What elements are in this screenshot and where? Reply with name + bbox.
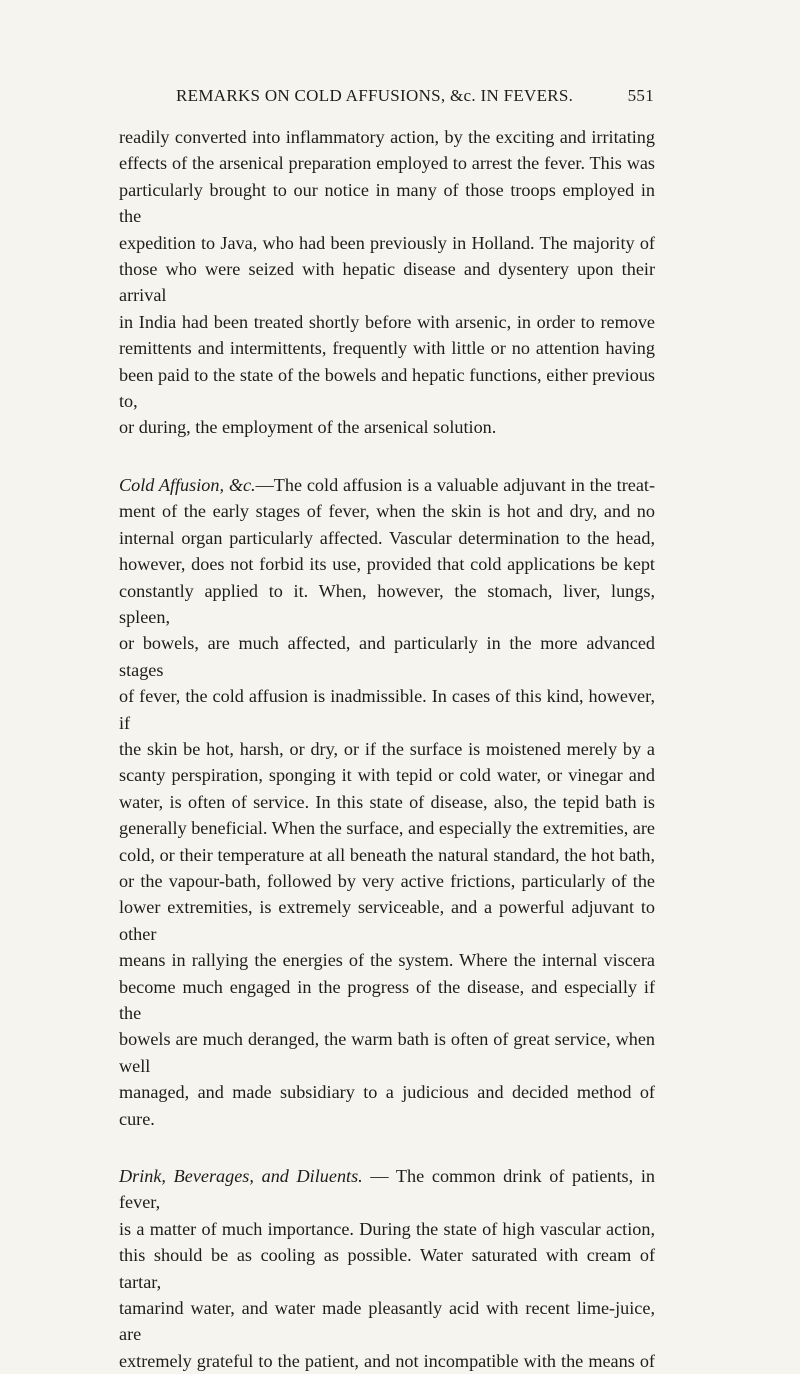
text-line: is a matter of much importance. During the state of high vascular action,: [119, 1218, 655, 1239]
text-line: or the vapour-bath, followed by very active frictions, particularly of the: [119, 870, 655, 891]
paragraph-gap: [119, 1132, 655, 1163]
text-line: particularly brought to our notice in many of those troops employed in the: [119, 179, 655, 227]
text-line: constantly applied to it. When, however, the stomach, liver, lungs, spleen,: [119, 580, 655, 627]
text-line: water, is often of service. In this state of disease, also, the tepid bath is: [119, 791, 655, 812]
text-line: or bowels, are much affected, and particularly in the more advanced stages: [119, 633, 655, 680]
text-line: readily converted into inflammatory action, by the exciting and irritating: [119, 127, 655, 147]
text-line: become much engaged in the progress of the disease, and especially if the: [119, 976, 655, 1023]
text-line: managed, and made subsidiary to a judicious and decided method of cure.: [119, 1082, 655, 1129]
section-lead-in: Drink, Beverages, and Diluents.: [119, 1166, 363, 1187]
text-line: of fever, the cold affusion is inadmissible. In cases of this kind, however, if: [119, 686, 655, 733]
text-line: expedition to Java, who had been previously in Holland. The majority of: [119, 232, 655, 253]
running-head: [176, 86, 654, 110]
text-line: scanty perspiration, sponging it with tepid or cold water, or vinegar and: [119, 765, 655, 786]
text-line: the skin be hot, harsh, or dry, or if the surface is moistened merely by a: [119, 738, 655, 759]
text-line: remittents and intermittents, frequently with little or no attention having: [119, 338, 655, 359]
section-lead-in: Cold Affusion, &c.: [119, 474, 256, 495]
text-line: internal organ particularly affected. Vascular determination to the head,: [119, 527, 655, 548]
text-line: cold, or their temperature at all beneath the natural standard, the hot bath,: [119, 844, 655, 865]
page-number: 551: [627, 86, 654, 105]
text-line: been paid to the state of the bowels and hepatic functions, either previous to,: [119, 364, 655, 412]
text-line: however, does not forbid its use, provided that cold applications be kept: [119, 554, 655, 575]
text-run: —The cold affusion is a valuable adjuvant in the treat-: [255, 474, 656, 495]
text-line: ment of the early stages of fever, when the skin is hot and dry, and no: [119, 501, 655, 522]
text-line: lower extremities, is extremely serviceable, and a powerful adjuvant to other: [119, 897, 655, 944]
paragraph-first-line: [119, 472, 655, 498]
text-run: — The common drink of patients, in fever,: [119, 1166, 655, 1213]
text-line: means in rallying the energies of the system. Where the internal viscera: [119, 950, 655, 971]
paragraph-gap: [119, 441, 655, 472]
text-line: generally beneficial. When the surface, and especially the extremities, are: [119, 818, 655, 839]
text-line: effects of the arsenical preparation employed to arrest the fever. This was: [119, 153, 655, 174]
running-head-title: REMARKS ON COLD AFFUSIONS, &c. IN FEVERS.: [176, 86, 574, 105]
text-line: extremely grateful to the patient, and not incompatible with the means of: [119, 1350, 655, 1371]
text-line: this should be as cooling as possible. Water saturated with cream of tartar,: [119, 1245, 655, 1292]
text-line: bowels are much deranged, the warm bath is often of great service, when well: [119, 1029, 655, 1076]
body-text: [119, 124, 655, 1374]
paragraph-first-line: [119, 1163, 655, 1216]
text-line: those who were seized with hepatic disease and dysentery upon their arrival: [119, 259, 655, 306]
text-line: in India had been treated shortly before with arsenic, in order to remove: [119, 311, 655, 332]
text-line: tamarind water, and water made pleasantly acid with recent lime-juice, are: [119, 1298, 655, 1345]
text-line: or during, the employment of the arsenical solution.: [119, 417, 497, 438]
